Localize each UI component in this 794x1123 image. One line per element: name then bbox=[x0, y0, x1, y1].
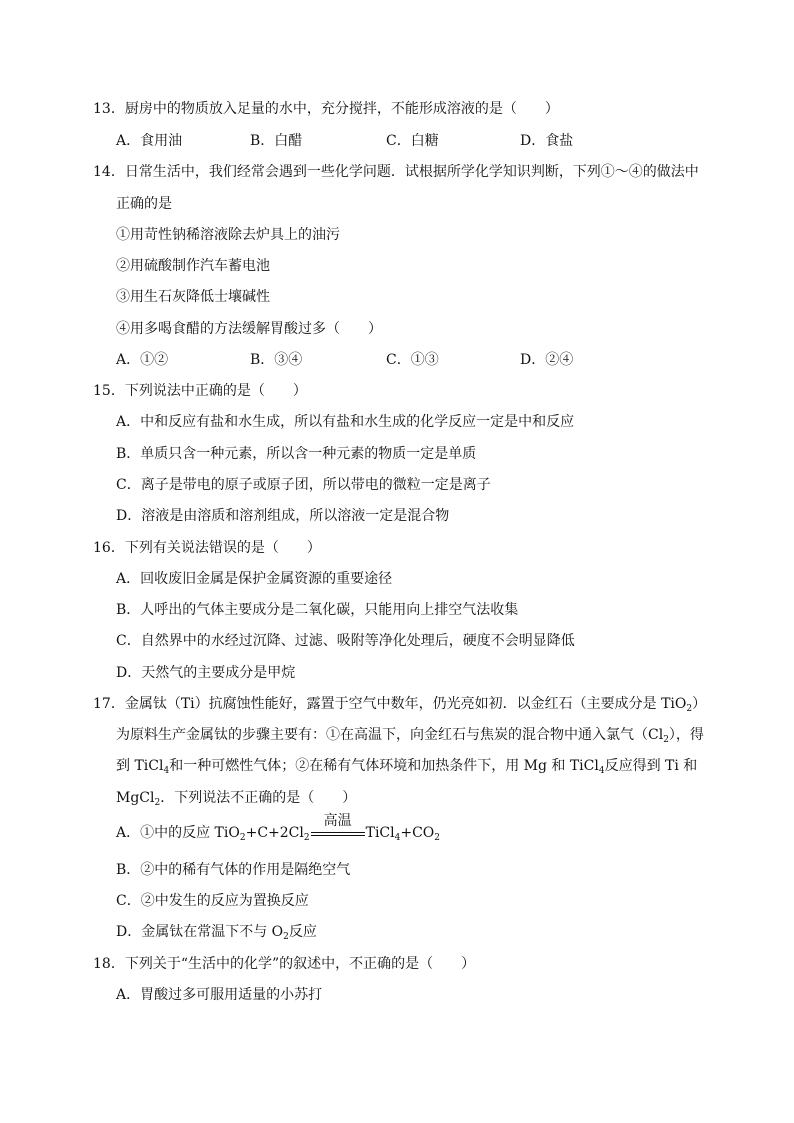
q15-stem: 15．下列说法中正确的是（ ） bbox=[93, 383, 307, 399]
q17-optA-sub1: 2 bbox=[239, 833, 246, 843]
q17-optD-sub: 2 bbox=[283, 932, 289, 942]
q17-stem-line-1 bbox=[93, 694, 706, 719]
q17-optA-pre: A．①中的反应 TiO bbox=[116, 825, 240, 841]
q17-stem-line-2 bbox=[116, 725, 704, 750]
q14-option-b[interactable]: B．③④ bbox=[250, 352, 303, 368]
q17-option-c[interactable]: C．②中发生的反应为置换反应 bbox=[116, 893, 309, 909]
q13-option-d[interactable]: D．食盐 bbox=[520, 133, 574, 149]
reaction-arrow bbox=[311, 813, 365, 843]
q17-optA-sub4: 2 bbox=[434, 833, 441, 843]
q17-l2b: ），得 bbox=[668, 727, 704, 743]
q17-l4b: ．下列说法不正确的是（ ） bbox=[160, 790, 357, 806]
q16-stem: 16．下列有关说法错误的是（ ） bbox=[93, 540, 321, 556]
q14-stem: 14．日常生活中，我们经常会遇到一些化学问题．试根据所学化学知识判断，下列①～④的做法中 bbox=[93, 164, 699, 180]
q17-l1-sub: 2 bbox=[686, 704, 693, 714]
q17-l4-sub: 2 bbox=[154, 798, 161, 808]
q17-l3b: 和一种可燃性气体；②在稀有气体环境和加热条件下，用 Mg 和 TiCl bbox=[169, 758, 599, 774]
q17-optD-pre: D．金属钛在常温下不与 O bbox=[116, 924, 284, 940]
q14-option-c[interactable]: C．①③ bbox=[386, 352, 439, 368]
q17-option-d[interactable] bbox=[116, 922, 317, 947]
q14-option-a[interactable]: A．①② bbox=[116, 352, 169, 368]
q14-item-4: ④用多喝食醋的方法缓解胃酸过多（ ） bbox=[116, 321, 382, 337]
q15-option-d[interactable]: D．溶液是由溶质和溶剂组成，所以溶液一定是混合物 bbox=[116, 508, 450, 524]
q17-l3-sub: 4 bbox=[163, 766, 170, 776]
q17-stem-line-4 bbox=[116, 788, 356, 813]
reaction-condition: 高温 bbox=[323, 813, 352, 829]
q17-l1b: ） bbox=[692, 696, 707, 712]
q16-option-d[interactable]: D．天然气的主要成分是甲烷 bbox=[116, 665, 296, 681]
q17-l2-sub: 2 bbox=[663, 735, 669, 745]
q17-l2a: 为原料生产金属钛的步骤主要有：①在高温下，向金红石与焦炭的混合物中通入氯气（Cl bbox=[116, 727, 664, 743]
q17-optA-post2: +CO bbox=[400, 825, 435, 841]
q15-option-b[interactable]: B．单质只含一种元素，所以含一种元素的物质一定是单质 bbox=[116, 446, 477, 462]
q17-optA-sub3: 4 bbox=[394, 833, 401, 843]
q17-optA-post: TiCl bbox=[365, 825, 395, 841]
q13-stem: 13．厨房中的物质放入足量的水中，充分搅拌，不能形成溶液的是（ ） bbox=[93, 101, 559, 117]
q14-item-2: ②用硫酸制作汽车蓄电池 bbox=[116, 258, 270, 274]
q17-option-a[interactable] bbox=[116, 813, 441, 848]
q17-l4a: MgCl bbox=[116, 790, 155, 806]
q17-stem-line-3 bbox=[116, 756, 697, 781]
q17-optD-post: 反应 bbox=[288, 924, 317, 940]
q15-option-c[interactable]: C．离子是带电的原子或原子团，所以带电的微粒一定是离子 bbox=[116, 477, 491, 493]
q17-l1a: 17．金属钛（Ti）抗腐蚀性能好，露置于空气中数年，仍光亮如初．以金红石（主要成分是 TiO bbox=[93, 696, 687, 712]
q18-option-a[interactable]: A．胃酸过多可服用适量的小苏打 bbox=[116, 987, 323, 1003]
q17-option-b[interactable]: B．②中的稀有气体的作用是隔绝空气 bbox=[116, 862, 351, 878]
q13-option-c[interactable]: C．白糖 bbox=[386, 133, 439, 149]
q17-l3c: 反应得到 Ti 和 bbox=[604, 758, 698, 774]
q16-option-b[interactable]: B．人呼出的气体主要成分是二氧化碳，只能用向上排空气法收集 bbox=[116, 602, 519, 618]
q17-optA-sub2: 2 bbox=[303, 833, 310, 843]
q16-option-a[interactable]: A．回收废旧金属是保护金属资源的重要途径 bbox=[116, 571, 393, 587]
q17-optA-mid: +C+2Cl bbox=[245, 825, 304, 841]
q17-l3-sub2: 4 bbox=[598, 766, 605, 776]
q18-stem: 18．下列关于“生活中的化学”的叙述中，不正确的是（ ） bbox=[93, 956, 476, 972]
q13-option-b[interactable]: B．白醋 bbox=[250, 133, 303, 149]
q14-stem-cont: 正确的是 bbox=[116, 196, 172, 212]
q14-item-3: ③用生石灰降低士壤碱性 bbox=[116, 289, 270, 305]
q13-option-a[interactable]: A．食用油 bbox=[116, 133, 183, 149]
q17-l3a: 到 TiCl bbox=[116, 758, 164, 774]
q14-item-1: ①用苛性钠稀溶液除去炉具上的油污 bbox=[116, 227, 340, 243]
q16-option-c[interactable]: C．自然界中的水经过沉降、过滤、吸附等净化处理后，硬度不会明显降低 bbox=[116, 633, 575, 649]
equals-bar-bottom bbox=[311, 835, 365, 836]
equals-bar-top bbox=[311, 832, 365, 833]
q15-option-a[interactable]: A．中和反应有盐和水生成，所以有盐和水生成的化学反应一定是中和反应 bbox=[116, 414, 575, 430]
q14-option-d[interactable]: D．②④ bbox=[520, 352, 574, 368]
